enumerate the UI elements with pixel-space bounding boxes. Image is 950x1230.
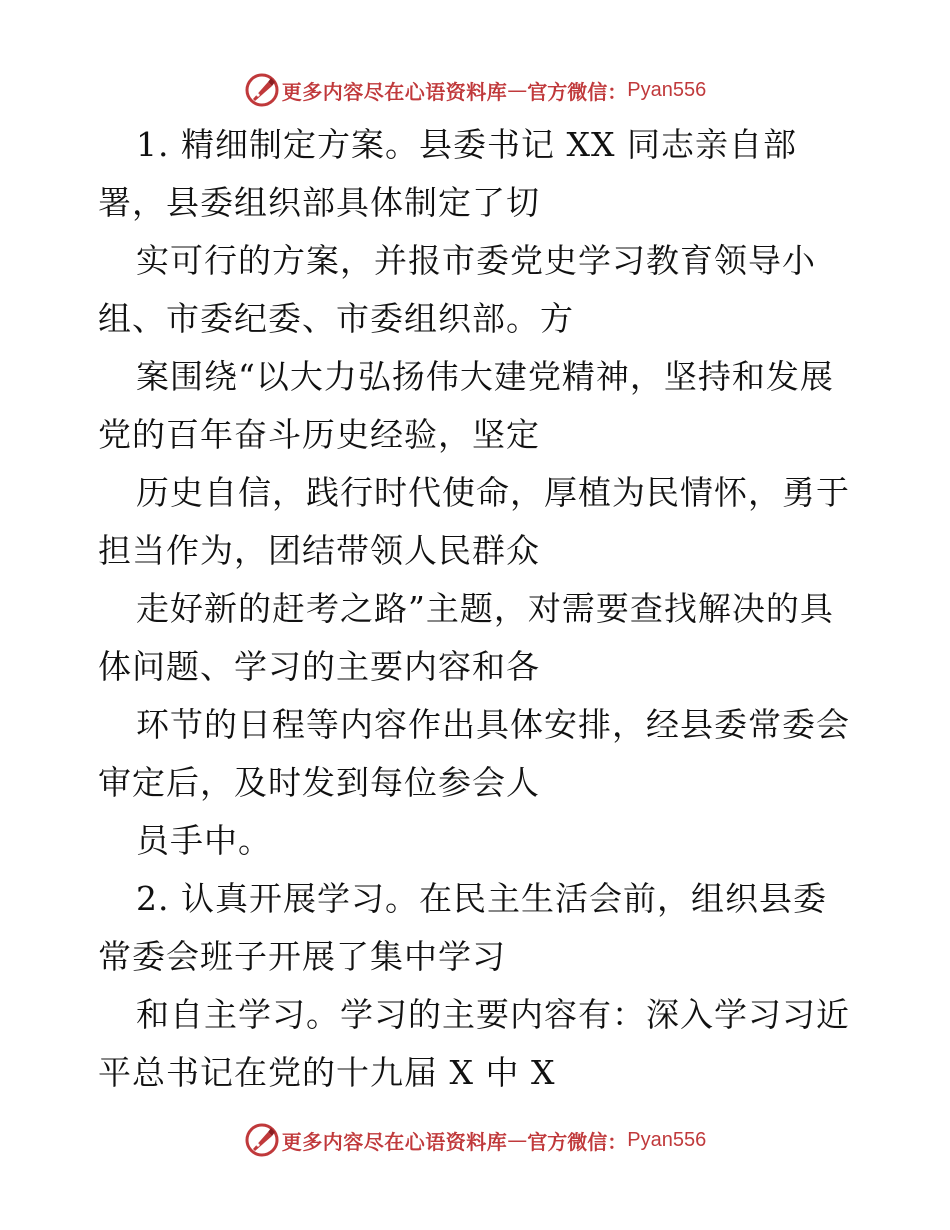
banner-wechat-id: Pyan556 [627,78,707,101]
text-line: 署，县委组织部具体制定了切 [98,183,540,222]
text-line: 党的百年奋斗历史经验，坚定 [98,415,540,454]
text-line: 体问题、学习的主要内容和各 [98,647,540,686]
banner-separator: — [507,1128,528,1152]
header-banner [0,68,950,112]
text-line: 担当作为，团结带领人民群众 [98,531,540,570]
banner-title: 更多内容尽在心语资料库 [281,1129,508,1154]
text-line: 走好新的赶考之路”主题，对需要查找解决的具 [136,589,834,628]
pen-nib-icon [244,72,280,108]
text-line: 1. 精细制定方案。县委书记 XX 同志亲自部 [136,125,797,164]
footer-banner [0,1118,950,1162]
text-line: 平总书记在党的十九届 X 中 X [98,1053,556,1092]
banner-wechat-id: Pyan556 [627,1128,707,1151]
text-line: 案围绕“以大力弘扬伟大建党精神，坚持和发展 [136,357,834,396]
text-line: 实可行的方案，并报市委党史学习教育领导小 [136,241,816,280]
document-body [98,116,898,1102]
banner-wechat-label: 官方微信： [527,79,628,104]
text-line: 环节的日程等内容作出具体安排，经县委常委会 [136,705,850,744]
text-line: 员手中。 [136,821,272,860]
text-line: 常委会班子开展了集中学习 [98,937,506,976]
text-line: 审定后，及时发到每位参会人 [98,763,540,802]
text-line: 历史自信，践行时代使命，厚植为民情怀，勇于 [136,473,850,512]
banner-wechat-label: 官方微信： [527,1129,628,1154]
pen-nib-icon [244,1122,280,1158]
banner-separator: — [507,78,528,102]
text-line: 2. 认真开展学习。在民主生活会前，组织县委 [136,879,827,918]
text-line: 组、市委纪委、市委组织部。方 [98,299,574,338]
banner-title: 更多内容尽在心语资料库 [281,79,508,104]
text-line: 和自主学习。学习的主要内容有：深入学习习近 [136,995,850,1034]
